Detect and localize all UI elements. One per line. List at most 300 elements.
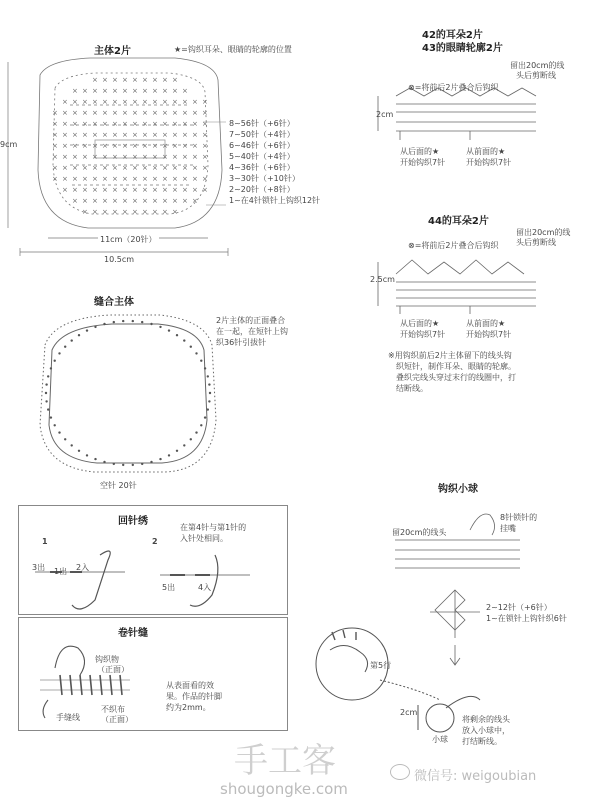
seam-dot [103,461,105,463]
stitch-mark: × [122,197,128,205]
stitch-mark: × [62,142,68,150]
backstitch-note-2: 入针处相同。 [180,534,228,543]
stitch-mark: × [52,142,58,150]
stitch-mark: × [192,109,198,117]
ear44-height: 2.5cm [370,275,395,284]
stitch-mark: × [172,186,178,194]
stitch-mark: × [192,131,198,139]
seam-dot [183,339,185,341]
stitch-mark: × [92,186,98,194]
ball-row5-label: 第5行 [370,661,392,670]
stitch-mark: × [92,98,98,106]
stitch-mark: × [132,109,138,117]
seam-dot [200,360,202,362]
stitch-mark: × [142,131,148,139]
stitch-mark: × [122,131,128,139]
watermark-logo: 手工客 [234,741,336,781]
seam-note-line: 在一起，在短针上钩 [216,327,288,336]
stitch-mark: × [62,153,68,161]
seam-dot [209,392,211,394]
stitch-mark: × [172,76,178,84]
stitch-mark: × [132,120,138,128]
stitch-mark: × [182,175,188,183]
stitch-mark: × [152,175,158,183]
stitch-mark: × [92,109,98,117]
stitch-mark: × [92,131,98,139]
ear44-footnote [388,350,516,394]
seam-dot [113,463,115,465]
stitch-mark: × [142,76,148,84]
stitch-mark: × [62,164,68,172]
seam-note-line: 2片主体的正面叠合 [216,316,286,325]
seam-dot [200,424,202,426]
main-row-labels [229,118,320,206]
stitch-mark: × [202,98,208,106]
stitch-mark: × [202,142,208,150]
seam-dot [54,424,56,426]
stitch-mark: × [162,98,168,106]
seam-dot [94,458,96,460]
stitch-mark: × [82,186,88,194]
ear44-title: 44的耳朵2片 [428,216,489,227]
seam-dot [45,400,47,402]
stitch-mark: × [122,208,128,216]
stitch-mark: × [102,197,108,205]
seam-dot [168,454,170,456]
wechat-icon [390,764,410,780]
stitch-mark: × [82,142,88,150]
stitch-mark: × [72,120,78,128]
stitch-mark: × [82,131,88,139]
seam-dot [204,416,206,418]
seam-dot [58,431,60,433]
stitch-mark: × [142,153,148,161]
stitch-mark: × [72,142,78,150]
stitch-mark: × [172,98,178,106]
stitch-mark: × [182,197,188,205]
ball-row-label: 2~12针（+6针） [486,603,552,612]
stitch-mark: × [152,76,158,84]
stitch-mark: × [172,197,178,205]
stitch-mark: × [122,186,128,194]
seam-dot [47,408,49,410]
footnote-line: 叠织完线头穿过末行的线圈中，打 [396,373,516,382]
stitch-mark: × [152,164,158,172]
seam-dot [71,444,73,446]
watermark-url: shougongke.com [220,780,348,798]
row-label: 8~56针（+6针） [229,119,295,128]
stitch-mark: × [112,87,118,95]
stitch-mark: × [102,142,108,150]
stitch-mark: × [162,153,168,161]
seam-stitch-marks [45,320,211,466]
stitch-mark: × [172,175,178,183]
backstitch-title: 回针绣 [118,516,148,527]
footnote-line: 结断线。 [396,384,428,393]
row-label: 5~40针（+4针） [229,152,295,161]
stitch-mark: × [192,197,198,205]
stitch-mark: × [162,208,168,216]
stitch-mark: × [122,153,128,161]
stitch-mark: × [92,197,98,205]
stitch-mark: × [202,186,208,194]
stitch-mark: × [102,109,108,117]
backstitch-label: 4入 [198,583,212,592]
stitch-mark: × [102,208,108,216]
stitch-mark: × [142,164,148,172]
stitch-mark: × [182,109,188,117]
ear44-left-note-2: 开始钩织7针 [400,330,446,339]
seam-dot [54,360,56,362]
backstitch-box [18,505,288,615]
stitch-mark: × [202,131,208,139]
stitch-mark: × [142,208,148,216]
ball-tail-label: 留20cm的线头 [392,528,447,537]
seam-dot [190,438,192,440]
ball-finish-note: 放入小球中， [462,726,510,735]
seam-dot [86,329,88,331]
ear44-chart [378,260,536,314]
seam-dot [45,392,47,394]
stitch-mark: × [152,87,158,95]
stitch-mark: × [172,153,178,161]
seam-dot [141,463,143,465]
stitch-mark: × [132,98,138,106]
footnote-line: 织短针，制作耳朵、眼睛的轮廓。 [396,362,516,371]
seam-dot [122,320,124,322]
ball-chain-note-1: 8针锁针的 [500,513,538,522]
whipstitch-title: 卷针缝 [118,628,148,639]
main-body-title: 主体2片 [94,46,131,57]
stitch-mark: × [112,175,118,183]
whipstitch-note: 从表面看的效 [166,681,214,690]
seam-dot [207,375,209,377]
stitch-mark: × [92,208,98,216]
stitch-mark: × [152,131,158,139]
seam-dot [132,320,134,322]
ball-size-label: 2cm [400,708,418,717]
stitch-mark: × [162,197,168,205]
stitch-mark: × [182,120,188,128]
backstitch-label: 1出 [54,567,68,576]
main-body-stitches [52,76,208,216]
seam-note [216,315,288,348]
stitch-mark: × [102,131,108,139]
seam-dot [150,323,152,325]
seam-dot [45,383,47,385]
stitch-mark: × [72,109,78,117]
stitch-mark: × [152,208,158,216]
stitch-mark: × [162,120,168,128]
stitch-mark: × [162,175,168,183]
seam-dot [71,339,73,341]
stitch-mark: × [192,153,198,161]
stitch-mark: × [62,175,68,183]
seam-dot [176,450,178,452]
seam-dot [150,461,152,463]
stitch-mark: × [102,87,108,95]
stitch-mark: × [162,142,168,150]
stitch-mark: × [112,142,118,150]
stitch-mark: × [112,98,118,106]
stitch-mark: × [92,76,98,84]
stitch-mark: × [82,175,88,183]
stitch-mark: × [142,87,148,95]
stitch-mark: × [102,186,108,194]
ear42-right-note-2: 开始钩织7针 [466,158,512,167]
stitch-mark: × [122,164,128,172]
stitch-mark: × [122,109,128,117]
stitch-mark: × [122,175,128,183]
stitch-mark: × [152,197,158,205]
stitch-mark: × [82,164,88,172]
ear42-left-note-2: 开始钩织7针 [400,158,446,167]
backstitch-step2: 2 [152,537,158,546]
stitch-mark: × [152,153,158,161]
stitch-mark: × [82,197,88,205]
stitch-mark: × [182,131,188,139]
seam-dot [64,438,66,440]
seam-dot [168,329,170,331]
stitch-mark: × [192,164,198,172]
stitch-mark: × [182,186,188,194]
ear42-right-note-1: 从前面的★ [466,147,506,156]
stitch-mark: × [102,164,108,172]
seam-dot [47,375,49,377]
height-label: 9cm [0,140,18,149]
whipstitch-label: （正面） [101,715,133,724]
stitch-mark: × [202,153,208,161]
seam-dot [78,450,80,452]
stitch-mark: × [152,109,158,117]
seam-dot [113,321,115,323]
ball-finish-note: 将剩余的线头 [462,715,510,724]
stitch-mark: × [82,98,88,106]
stitch-mark: × [52,164,58,172]
stitch-mark: × [112,153,118,161]
stitch-mark: × [62,120,68,128]
stitch-mark: × [52,175,58,183]
ear44-right-note-1: 从前面的★ [466,319,506,328]
stitch-mark: × [72,186,78,194]
stitch-mark: × [162,87,168,95]
stitch-mark: × [172,131,178,139]
stitch-mark: × [152,120,158,128]
seam-dot [195,431,197,433]
stitch-mark: × [182,142,188,150]
ear42-left-note-1: 从后面的★ [400,147,440,156]
seam-dot [207,408,209,410]
ball-row-label: 1~在锁针上钩针织6针 [486,614,567,623]
backstitch-label: 5出 [162,583,176,592]
stitch-mark: × [92,120,98,128]
stitch-mark: × [112,120,118,128]
stitch-mark: × [162,76,168,84]
stitch-mark: × [192,175,198,183]
stitch-mark: × [192,142,198,150]
footnote-line: ※用钩织前后2片主体留下的线头钩 [388,351,512,360]
seam-dot [94,326,96,328]
seam-dot [103,323,105,325]
stitch-mark: × [122,98,128,106]
stitch-mark: × [162,131,168,139]
stitch-mark: × [112,164,118,172]
stitch-mark: × [152,186,158,194]
stitch-mark: × [52,131,58,139]
whipstitch-label: 不织布 [101,705,125,714]
stitch-mark: × [202,175,208,183]
seam-dot [195,352,197,354]
ear44-tail-note-2: 头后剪断线 [516,238,556,247]
ear42-tail-note-2: 头后剪断线 [516,71,556,80]
stitch-mark: × [172,120,178,128]
row-label: 6~46针（+6针） [229,141,295,150]
stitch-mark: × [72,197,78,205]
seam-gap-label: 空针 20针 [100,481,137,490]
seam-dot [141,321,143,323]
seam-dot [78,334,80,336]
seam-dot [159,458,161,460]
stitch-mark: × [132,197,138,205]
stitch-mark: × [132,87,138,95]
backstitch-step1: 1 [42,537,48,546]
stitch-mark: × [132,131,138,139]
stitch-mark: × [132,175,138,183]
stitch-mark: × [72,153,78,161]
seam-dot [208,400,210,402]
stitch-mark: × [132,76,138,84]
ear42-tail-note-1: 留出20cm的线 [510,61,565,70]
stitch-mark: × [142,120,148,128]
stitch-mark: × [112,197,118,205]
stitch-mark: × [102,175,108,183]
stitch-mark: × [132,153,138,161]
ball-title: 钩织小球 [438,484,478,495]
backstitch-note-1: 在第4针与第1针的 [180,523,247,532]
row-label: 2~20针（+8针） [229,185,295,194]
seam-dot [50,367,52,369]
stitch-mark: × [172,87,178,95]
stitch-mark: × [132,164,138,172]
ear42-chart [378,88,536,140]
stitch-mark: × [112,208,118,216]
whipstitch-label: 手缝线 [56,713,80,722]
stitch-mark: × [92,153,98,161]
row-label: 4~36针（+6针） [229,163,295,172]
stitch-mark: × [182,153,188,161]
ear42-title-1: 42的耳朵2片 [422,30,483,41]
stitch-mark: × [172,142,178,150]
wechat-id: 微信号: weigoubian [414,769,537,784]
stitch-mark: × [62,131,68,139]
seam-dot [176,334,178,336]
stitch-mark: × [152,98,158,106]
ball-label: 小球 [432,735,448,744]
stitch-mark: × [72,87,78,95]
stitch-mark: × [62,186,68,194]
stitch-mark: × [162,109,168,117]
stitch-mark: × [92,175,98,183]
stitch-mark: × [102,120,108,128]
backstitch-label: 3出 [32,563,46,572]
stitch-mark: × [92,87,98,95]
stitch-mark: × [142,142,148,150]
ball-finish-note: 打结断线。 [462,737,502,746]
stitch-mark: × [112,131,118,139]
stitch-mark: × [142,175,148,183]
stitch-mark: × [62,98,68,106]
whipstitch-label: 钩织物 [95,655,119,664]
whipstitch-label: （正面） [97,665,129,674]
stitch-mark: × [202,109,208,117]
stitch-mark: × [112,76,118,84]
width-outer-label: 10.5cm [104,255,135,264]
backstitch-label: 2入 [76,563,90,572]
stitch-mark: × [52,153,58,161]
stitch-mark: × [192,120,198,128]
row-label: 1~在4针锁针上钩织12针 [229,196,321,205]
seam-dot [183,444,185,446]
stitch-mark: × [122,120,128,128]
seam-chart [40,315,216,472]
stitch-mark: × [82,87,88,95]
stitch-mark: × [72,164,78,172]
seam-dot [86,454,88,456]
stitch-mark: × [192,98,198,106]
seam-dot [204,367,206,369]
star-note: ★=钩织耳朵、眼睛的轮廓的位置 [174,45,292,54]
ear44-tail-note-1: 留出20cm的线 [516,228,571,237]
stitch-mark: × [132,186,138,194]
ear42-title-2: 43的眼睛轮廓2片 [422,43,503,54]
stitch-mark: × [82,109,88,117]
stitch-mark: × [102,153,108,161]
stitch-mark: × [182,164,188,172]
row-label: 7~50针（+4针） [229,130,295,139]
stitch-mark: × [62,109,68,117]
seam-dot [132,464,134,466]
stitch-mark: × [72,131,78,139]
stitch-mark: × [132,208,138,216]
stitch-mark: × [122,142,128,150]
whipstitch-note: 果。作品的针脚 [166,692,222,701]
seam-dot [58,352,60,354]
stitch-mark: × [172,109,178,117]
seam-dot [208,383,210,385]
stitch-mark: × [142,109,148,117]
stitch-mark: × [142,197,148,205]
whipstitch-note: 约为2mm。 [166,703,211,712]
seam-dot [50,416,52,418]
stitch-mark: × [52,120,58,128]
ear44-right-note-2: 开始钩织7针 [466,330,512,339]
ear42-start-note: ⊗=将前后2片叠合后钩织 [408,83,499,92]
width-inner-label: 11cm（20针） [100,235,157,244]
ear44-left-note-1: 从后面的★ [400,319,440,328]
ear44-start-note: ⊗=将前后2片叠合后钩织 [408,241,499,250]
stitch-mark: × [92,164,98,172]
row-label: 3~30针（+10针） [229,174,300,183]
stitch-mark: × [152,142,158,150]
stitch-mark: × [82,120,88,128]
stitch-mark: × [72,175,78,183]
stitch-mark: × [82,153,88,161]
seam-dot [159,326,161,328]
seam-dot [190,346,192,348]
stitch-mark: × [202,120,208,128]
ear42-height: 2cm [376,110,394,119]
stitch-mark: × [72,98,78,106]
